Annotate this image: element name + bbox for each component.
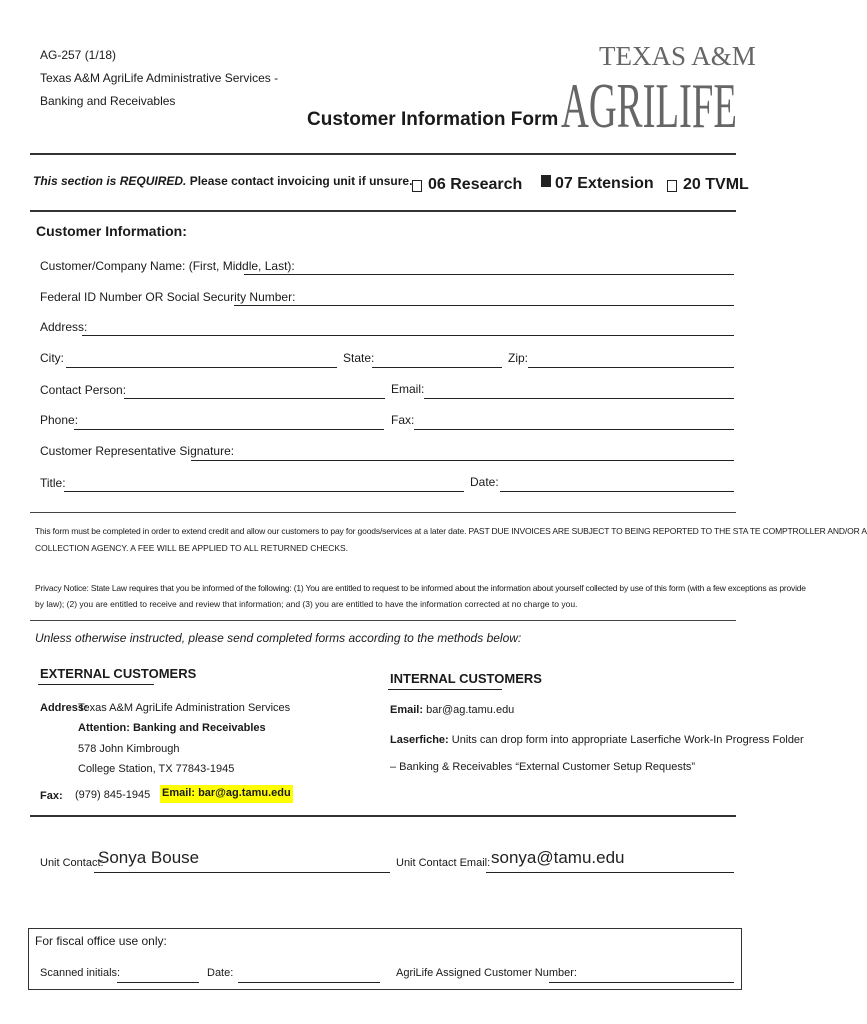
external-heading: EXTERNAL CUSTOMERS: [40, 666, 197, 681]
address-label: Address:: [40, 320, 88, 334]
internal-email: Email: bar@ag.tamu.edu: [390, 704, 515, 716]
unit-contact-email-label: Unit Contact Email:: [396, 857, 491, 869]
option-07-extension-label: 07 Extension: [555, 175, 654, 192]
scanned-initials-field[interactable]: [117, 982, 199, 983]
unit-contact-email-line: [486, 872, 734, 873]
customer-info-heading: Customer Information:: [36, 223, 187, 239]
fiscal-date-field[interactable]: [238, 982, 380, 983]
internal-heading-underline: [388, 689, 502, 690]
external-address-line-2: Attention: Banking and Receivables: [78, 722, 266, 734]
checkbox-06-research[interactable]: [412, 180, 422, 192]
checkbox-07-extension[interactable]: [541, 175, 551, 187]
phone-label: Phone:: [40, 413, 79, 427]
external-address-line-3: 578 John Kimbrough: [78, 743, 180, 755]
signature-label: Customer Representative Signature:: [40, 444, 235, 458]
external-address-line-4: College Station, TX 77843-1945: [78, 763, 235, 775]
divider-notices: [30, 512, 736, 513]
option-06-research-label: 06 Research: [428, 176, 523, 193]
internal-laserfiche-line-1: Laserfiche: Units can drop form into appropriate Laserfiche Work-In Progress Folder: [390, 734, 804, 746]
customer-number-field[interactable]: [549, 982, 734, 983]
texas-am-agrilife-logo: [555, 35, 756, 141]
form-code: AG-257 (1/18): [40, 48, 117, 62]
instructions-text: Unless otherwise instructed, please send completed forms according to the methods below:: [35, 631, 522, 645]
unit-contact-email-value[interactable]: sonya@tamu.edu: [491, 848, 625, 867]
scanned-initials-label: Scanned initials:: [40, 967, 121, 979]
phone-field[interactable]: [74, 429, 384, 430]
privacy-notice-line-2: by law); (2) you are entitled to receive and review that information; and (3) you are entitled to have the information corrected at no charge to you.: [35, 599, 578, 609]
fax-field[interactable]: [414, 429, 734, 430]
signature-field[interactable]: [191, 460, 734, 461]
divider-unit-contact: [30, 815, 736, 817]
required-note: This section is REQUIRED. Please contact invoicing unit if unsure.: [33, 174, 413, 188]
unit-contact-line: [94, 872, 390, 873]
contact-person-label: Contact Person:: [40, 383, 127, 397]
unit-contact-label: Unit Contact:: [40, 857, 104, 869]
date-label: Date:: [470, 475, 499, 489]
divider-top: [30, 153, 736, 155]
privacy-notice-line-1: Privacy Notice: State Law requires that you be informed of the following: (1) You are entitled to request to be informed about the information about yourself collected by use of this form (with a few exceptions as provide: [35, 583, 806, 593]
address-field[interactable]: [82, 335, 734, 336]
email-field[interactable]: [424, 398, 734, 399]
external-address-line-1: Texas A&M AgriLife Administration Services: [78, 702, 291, 714]
external-email-highlight[interactable]: Email: bar@ag.tamu.edu: [160, 785, 293, 803]
customer-number-label: AgriLife Assigned Customer Number:: [396, 967, 577, 979]
city-label: City:: [40, 351, 64, 365]
state-field[interactable]: [372, 367, 502, 368]
fein-label: Federal ID Number OR Social Security Number:: [40, 290, 296, 304]
title-field[interactable]: [64, 491, 464, 492]
unit-contact-value[interactable]: Sonya Bouse: [98, 848, 200, 867]
divider-unit: [30, 210, 736, 212]
zip-field[interactable]: [528, 367, 734, 368]
fein-field[interactable]: [234, 305, 734, 306]
title-label: Title:: [40, 476, 66, 490]
logo-bottom-text: AGRILIFE: [561, 70, 737, 141]
fax-label: Fax:: [391, 413, 415, 427]
fiscal-heading: For fiscal office use only:: [35, 934, 167, 948]
city-field[interactable]: [66, 367, 337, 368]
option-20-tvml-label: 20 TVML: [683, 176, 749, 193]
external-address-label: Address:: [40, 702, 88, 714]
internal-heading: INTERNAL CUSTOMERS: [390, 671, 542, 686]
external-heading-underline: [38, 684, 154, 685]
customer-name-field[interactable]: [244, 274, 734, 275]
external-fax-value: (979) 845-1945: [75, 789, 151, 801]
divider-instructions: [30, 620, 736, 621]
org-line-2: Banking and Receivables: [40, 94, 176, 108]
email-label: Email:: [391, 382, 425, 396]
customer-name-label: Customer/Company Name: (First, Middle, Last):: [40, 259, 295, 273]
state-label: State:: [343, 351, 375, 365]
form-title: Customer Information Form: [307, 109, 559, 130]
logo-top-text: TEXAS A&M: [599, 41, 756, 71]
contact-person-field[interactable]: [124, 398, 385, 399]
date-field[interactable]: [500, 491, 734, 492]
external-fax-label: Fax:: [40, 790, 63, 802]
credit-notice-line-2: COLLECTION AGENCY. A FEE WILL BE APPLIED TO ALL RETURNED CHECKS.: [35, 543, 349, 553]
org-line-1: Texas A&M AgriLife Administrative Services -: [40, 71, 279, 85]
credit-notice-line-1: This form must be completed in order to extend credit and allow our customers to pay for goods/services at a later date. PAST DUE INVOICES ARE SUBJECT TO BEING REPORTED TO THE STA TE COMPTROLLER AND/OR A: [35, 526, 867, 536]
fiscal-date-label: Date:: [207, 967, 234, 979]
zip-label: Zip:: [508, 351, 529, 365]
internal-laserfiche-line-2: – Banking & Receivables “External Customer Setup Requests”: [390, 761, 696, 773]
checkbox-20-tvml[interactable]: [667, 180, 677, 192]
